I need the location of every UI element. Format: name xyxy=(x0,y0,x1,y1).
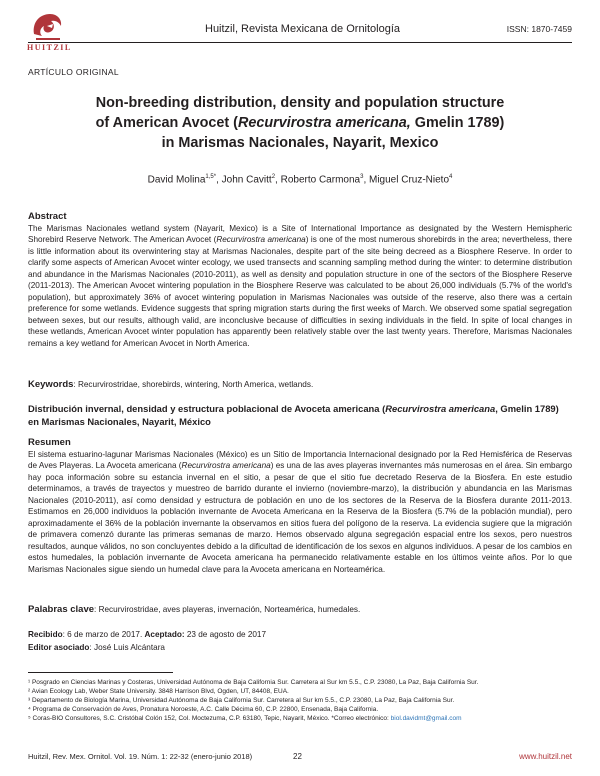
footnote: ⁴ Programa de Conservación de Aves, Pronatura Noroeste, A.C. Calle Décima 60, C.P. 22800, Ensenada, Baja California. xyxy=(28,705,379,713)
issn: ISSN: 1870-7459 xyxy=(506,24,572,34)
author: David Molina xyxy=(147,174,206,186)
palabras-text: : Recurvirostridae, aves playeras, invernación, Norteamérica, humedales. xyxy=(94,605,361,614)
title-line-1: Non-breeding distribution, density and population structure xyxy=(95,95,505,111)
palabras-label: Palabras clave xyxy=(28,604,95,615)
website-link[interactable]: www.huitzil.net xyxy=(519,752,572,761)
author: John Cavitt xyxy=(221,174,272,186)
resumen-text: El sistema estuarino-lagunar Marismas Nacionales (México) es un Sitio de Importancia Internacional designado por la Red Hemisférica de Reservas de Aves Playeras. La Avoceta americana (Recurvirostra americana) es una de las aves playeras invernantes más numerosas en el área. Sin embargo hay poca información sobre su estancia invernal en el sitio, a pesar de que el sitio fue decretado Reserva de la Biosfera. En este estudio determinamos, a través de trayectos y muestreo de barrido durante el invierno (noviembre-marzo), la distribución y abundancia en las Marismas Nacionales (2010-2011), así como densidad y estructura de población en uno de los sectores de la Reserva de la Biosfera durante 2011-2013. Estimamos en 26,000 individuos la población invernante de Avoceta Americana en la Reserva de la Biosfera (5.7% de la población mundial), pero aproximadamente el 36% de la población invernante la observamos en sitios fuera del polígono de la reserva. La evidencia sugiere que la migración de primavera comenzó durante las primeras semanas de marzo. Hemos observado alguna segregación espacial entre los sexos, pero nuestros resultados, aunque válidos, no son concluyentes debido a la dificultad de identificación de los sexos en algunos individuos. A pesar de los cambios en estos humedales, la población invernante de Avoceta americana ha permanecido relativamente estable en los últimos veinte años. Por lo que Marismas Nacionales sigue siendo un humedal clave para la Avoceta americana en Norteamérica. xyxy=(28,449,573,574)
header-divider xyxy=(28,42,572,43)
keywords xyxy=(28,379,572,391)
footnote: ³ Departamento de Biología Marina, Universidad Autónoma de Baja California Sur. Carretera al Sur km 5.5., C.P. 23080, La Paz, Baja California Sur. xyxy=(28,696,455,704)
title-line-3: in Marismas Nacionales, Nayarit, Mexico xyxy=(161,135,439,151)
footnote-divider xyxy=(28,672,173,673)
resumen-heading: Resumen xyxy=(28,437,71,448)
footnote: ¹ Posgrado en Ciencias Marinas y Costeras, Universidad Autónoma de Baja California Sur. Carretera al Sur km 5.5., C.P. 23080, La Paz, Baja California Sur. xyxy=(28,679,479,686)
footnotes xyxy=(28,679,572,724)
footer-citation: Huitzil, Rev. Mex. Ornitol. Vol. 19. Núm. 1: 22-32 (enero-junio 2018) xyxy=(28,752,253,761)
journal-name: Huitzil, Revista Mexicana de Ornitología xyxy=(205,23,401,35)
logo-text: HUITZIL xyxy=(27,43,72,52)
author: Roberto Carmona xyxy=(280,174,361,186)
associate-editor: Editor asociado: José Luis Alcántara xyxy=(28,643,165,652)
abstract-heading: Abstract xyxy=(28,211,67,222)
article-title xyxy=(60,93,540,153)
palabras-clave xyxy=(28,604,572,616)
email-link[interactable]: biol.davidmt@gmail.com xyxy=(390,714,462,722)
footnote: ⁵ Coras-BIO Consultores, S.C. Cristóbal Colón 152, Col. Moctezuma, C.P. 63180, Tepic, Nayarit, México. *Correo electrónico: biol.davidmt@gmail.com xyxy=(28,714,462,722)
received-dates: Recibido: 6 de marzo de 2017. Aceptado: 23 de agosto de 2017 xyxy=(28,630,267,639)
title-line-2: of American Avocet (Recurvirostra americana, Gmelin 1789) xyxy=(95,115,505,131)
abstract-text: The Marismas Nacionales wetland system (Nayarit, Mexico) is a Site of International Importance as designated by the Western Hemispheric Shorebird Reserve Network. The American Avocet (Recurvirostra americana) is one of the most numerous shorebirds in the area; nevertheless, there is little information about its overwintering stay at Marismas Nacionales, despite part of the site being decreed as a Biosphere Reserve. In order to clarify some aspects of American Avocet winter ecology, we used transects and scanning sampling method during the winter: to determine distribution and abundance in the Marismas Nacionales (2010-2011), as well as density and population structure in one of the sectors of the Biosphere Reserve (2011-2013). The American Avocet wintering population in the Biosphere Reserve was calculated to be about 26,000 individuals (5.7% of the world's population), but approximately 36% of avocet wintering population in Marismas Nacionales was outside of the reserve, also there was a certain preference for some wetlands. Evidence suggests that spring migration starts during the first weeks of March. We observed some spatial segregation between sexes, but our results, although valid, are inconclusive because of difficulties in sexing individuals in the field. In spite of local changes in these wetlands, American Avocet winter population has apparently been relatively stable over the last twenty years. Therefore, Marismas Nacionales remains a key wetland for American Avocet in North America. xyxy=(28,223,573,348)
spanish-title: Distribución invernal, densidad y estructura poblacional de Avoceta americana (Recurvirostra americana, Gmelin 1789) en Marismas Nacionales, Nayarit, México xyxy=(28,403,559,427)
resumen-section xyxy=(28,437,572,575)
section-label: ARTÍCULO ORIGINAL xyxy=(28,67,119,77)
abstract-section xyxy=(28,211,572,349)
page-number: 22 xyxy=(293,752,302,761)
keywords-text: : Recurvirostridae, shorebirds, wintering, North America, wetlands. xyxy=(73,380,314,389)
author-list: David Molina$^{1,5*}$, John Cavitt$^2$, Roberto Carmona$^3$, Miguel Cruz-Nieto$^4$ xyxy=(147,174,453,186)
footnote: ² Avian Ecology Lab, Weber State University. 3848 Harrison Blvd, Ogden, UT, 84408, EUA. xyxy=(28,687,289,695)
keywords-label: Keywords xyxy=(28,379,74,390)
author: Miguel Cruz-Nieto xyxy=(369,174,450,186)
